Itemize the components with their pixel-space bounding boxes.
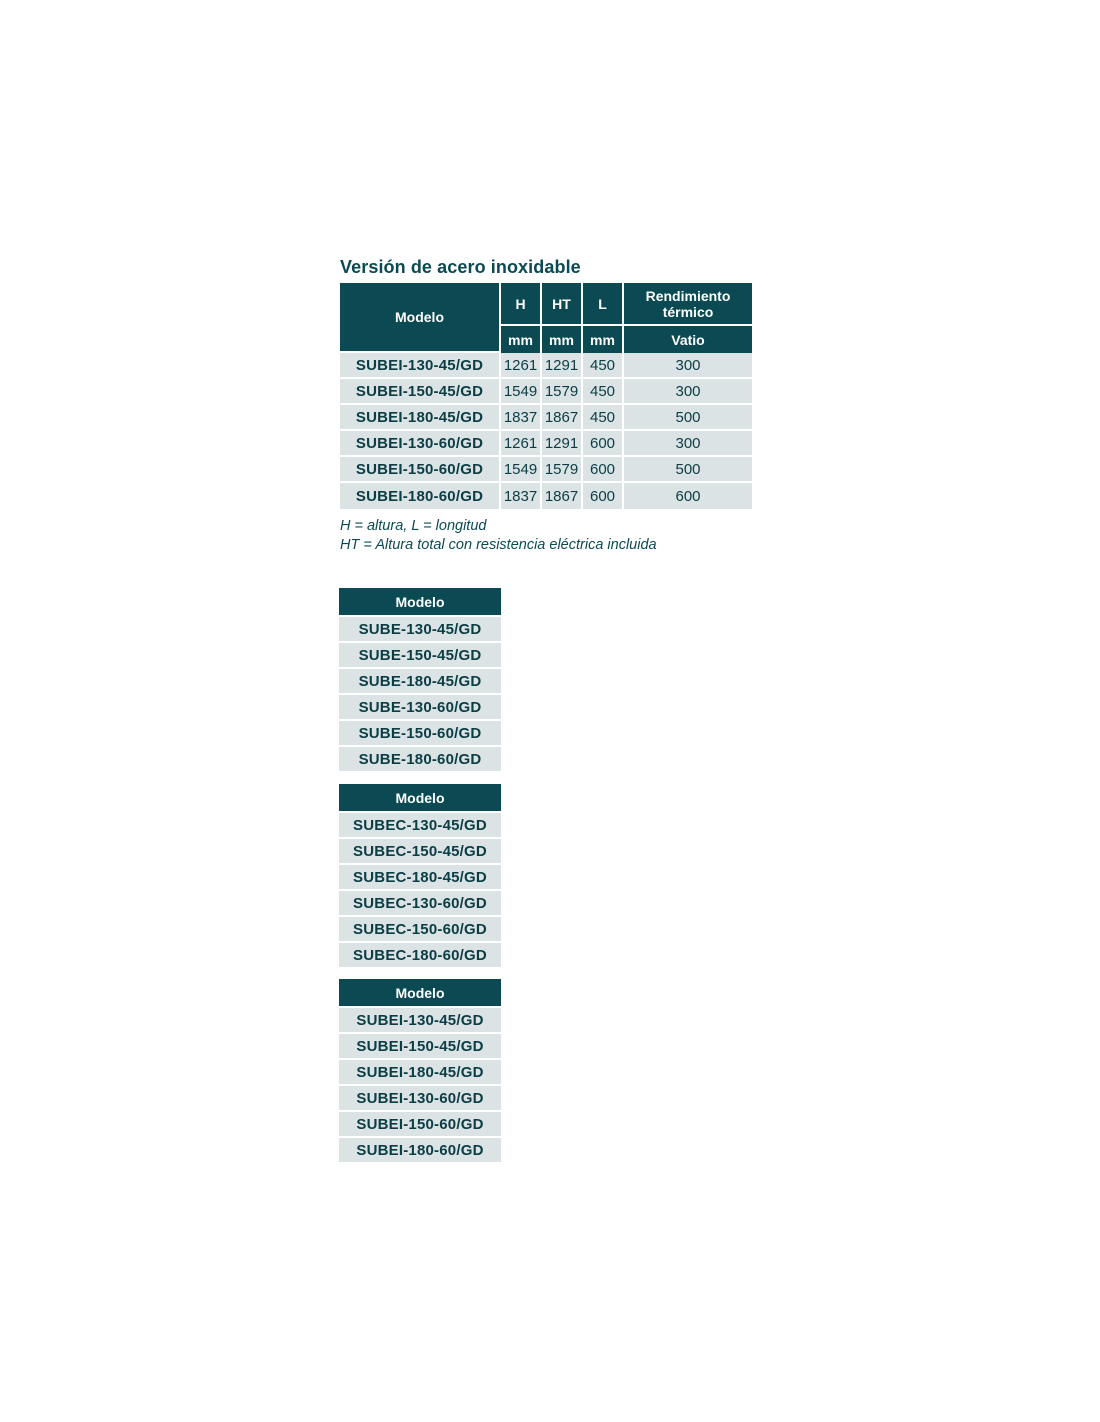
model-name: SUBE-130-45/GD bbox=[339, 615, 501, 641]
table-row bbox=[340, 379, 752, 405]
table-row bbox=[340, 483, 752, 509]
header-rendimiento-line2: térmico bbox=[662, 303, 714, 320]
cell-ht: 1867 bbox=[542, 483, 583, 509]
model-list-subec bbox=[339, 784, 501, 967]
unit-l: mm bbox=[583, 326, 624, 353]
cell-ht: 1579 bbox=[542, 379, 583, 405]
list-item bbox=[339, 1032, 501, 1058]
model-name: SUBEC-180-60/GD bbox=[339, 941, 501, 967]
unit-rendimiento: Vatio bbox=[624, 326, 752, 353]
table-row bbox=[340, 353, 752, 379]
header-rendimiento bbox=[624, 283, 752, 326]
cell-l: 450 bbox=[583, 379, 624, 405]
list-item bbox=[339, 1110, 501, 1136]
table-row bbox=[340, 405, 752, 431]
model-name: SUBE-180-60/GD bbox=[339, 745, 501, 771]
cell-rendimiento: 500 bbox=[624, 405, 752, 431]
list-item bbox=[339, 1136, 501, 1162]
list-item bbox=[339, 719, 501, 745]
cell-rendimiento: 300 bbox=[624, 353, 752, 379]
table-notes bbox=[340, 517, 657, 555]
model-name: SUBEI-130-60/GD bbox=[339, 1084, 501, 1110]
cell-h: 1549 bbox=[501, 457, 542, 483]
note-line-1: H = altura, L = longitud bbox=[340, 518, 487, 534]
section-title: Versión de acero inoxidable bbox=[340, 257, 581, 277]
list-item bbox=[339, 1084, 501, 1110]
cell-l: 600 bbox=[583, 431, 624, 457]
cell-rendimiento: 300 bbox=[624, 379, 752, 405]
unit-h: mm bbox=[501, 326, 542, 353]
cell-l: 600 bbox=[583, 483, 624, 509]
model-list-header: Modelo bbox=[339, 588, 501, 615]
list-item bbox=[339, 641, 501, 667]
cell-rendimiento: 500 bbox=[624, 457, 752, 483]
header-ht: HT bbox=[542, 283, 583, 326]
list-item bbox=[339, 915, 501, 941]
cell-h: 1261 bbox=[501, 431, 542, 457]
list-item bbox=[339, 837, 501, 863]
table-row bbox=[340, 457, 752, 483]
list-item bbox=[339, 1058, 501, 1084]
list-item bbox=[339, 745, 501, 771]
cell-modelo: SUBEI-150-45/GD bbox=[340, 379, 501, 405]
specs-table bbox=[340, 283, 752, 509]
cell-h: 1837 bbox=[501, 405, 542, 431]
model-list-sube bbox=[339, 588, 501, 771]
list-item bbox=[339, 615, 501, 641]
cell-ht: 1291 bbox=[542, 431, 583, 457]
list-item bbox=[339, 693, 501, 719]
list-item bbox=[339, 1006, 501, 1032]
model-name: SUBE-130-60/GD bbox=[339, 693, 501, 719]
header-h: H bbox=[501, 283, 542, 326]
model-list-header: Modelo bbox=[339, 784, 501, 811]
cell-modelo: SUBEI-180-45/GD bbox=[340, 405, 501, 431]
model-name: SUBEI-150-60/GD bbox=[339, 1110, 501, 1136]
header-l: L bbox=[583, 283, 624, 326]
cell-l: 450 bbox=[583, 353, 624, 379]
list-item bbox=[339, 811, 501, 837]
model-name: SUBE-180-45/GD bbox=[339, 667, 501, 693]
unit-ht: mm bbox=[542, 326, 583, 353]
cell-modelo: SUBEI-180-60/GD bbox=[340, 483, 501, 509]
note-line-2: HT = Altura total con resistencia eléctrica incluida bbox=[340, 537, 657, 553]
cell-ht: 1867 bbox=[542, 405, 583, 431]
model-name: SUBE-150-45/GD bbox=[339, 641, 501, 667]
model-list-subei bbox=[339, 979, 501, 1162]
cell-h: 1837 bbox=[501, 483, 542, 509]
model-name: SUBEI-130-45/GD bbox=[339, 1006, 501, 1032]
cell-ht: 1291 bbox=[542, 353, 583, 379]
cell-modelo: SUBEI-150-60/GD bbox=[340, 457, 501, 483]
header-rendimiento-line1: Rendimiento bbox=[645, 287, 731, 304]
cell-l: 600 bbox=[583, 457, 624, 483]
model-name: SUBEC-130-60/GD bbox=[339, 889, 501, 915]
model-name: SUBEI-180-60/GD bbox=[339, 1136, 501, 1162]
model-name: SUBEI-180-45/GD bbox=[339, 1058, 501, 1084]
list-item bbox=[339, 941, 501, 967]
cell-l: 450 bbox=[583, 405, 624, 431]
cell-rendimiento: 300 bbox=[624, 431, 752, 457]
model-name: SUBEI-150-45/GD bbox=[339, 1032, 501, 1058]
list-item bbox=[339, 667, 501, 693]
table-row bbox=[340, 431, 752, 457]
cell-modelo: SUBEI-130-45/GD bbox=[340, 353, 501, 379]
model-name: SUBEC-150-45/GD bbox=[339, 837, 501, 863]
list-item bbox=[339, 889, 501, 915]
model-name: SUBE-150-60/GD bbox=[339, 719, 501, 745]
model-name: SUBEC-150-60/GD bbox=[339, 915, 501, 941]
model-name: SUBEC-180-45/GD bbox=[339, 863, 501, 889]
header-modelo: Modelo bbox=[340, 283, 501, 353]
cell-h: 1549 bbox=[501, 379, 542, 405]
cell-rendimiento: 600 bbox=[624, 483, 752, 509]
cell-modelo: SUBEI-130-60/GD bbox=[340, 431, 501, 457]
cell-ht: 1579 bbox=[542, 457, 583, 483]
model-name: SUBEC-130-45/GD bbox=[339, 811, 501, 837]
cell-h: 1261 bbox=[501, 353, 542, 379]
list-item bbox=[339, 863, 501, 889]
model-list-header: Modelo bbox=[339, 979, 501, 1006]
